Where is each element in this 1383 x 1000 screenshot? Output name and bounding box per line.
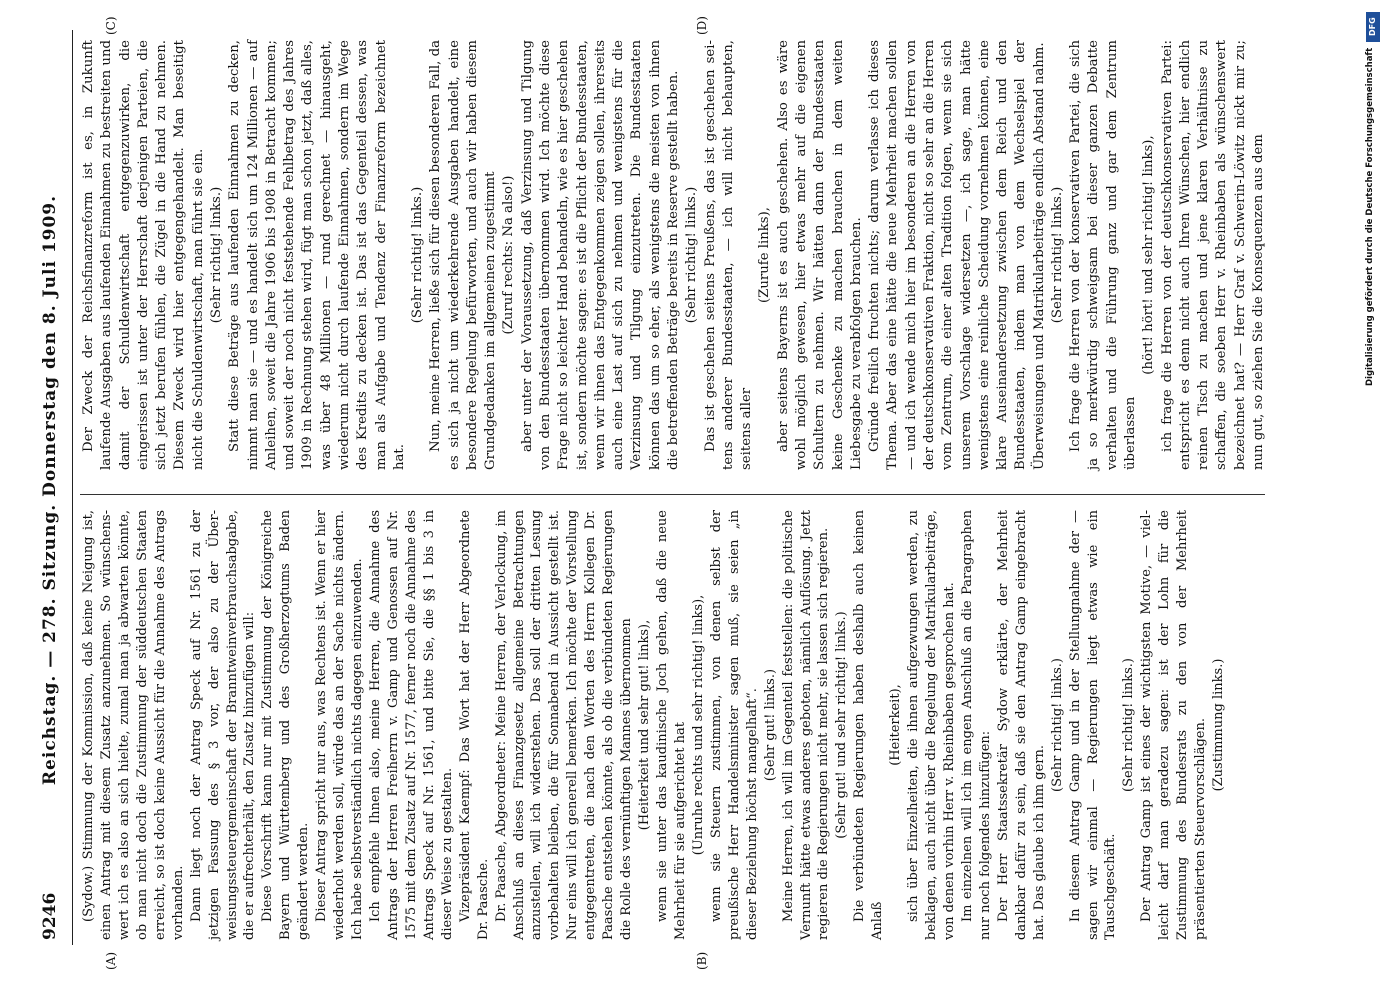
interjection: (Unruhe rechts und sehr richtig! links), bbox=[690, 594, 706, 856]
paragraph: aber seitens Bayerns ist es auch geschehen. Also es wäre wohl möglich gewesen, hier etwas mehr auf die eigenen Schultern zu nehmen. Wir hätten dann der Bundesstaaten keine Geschenke zu machen brauchen in dem weiten Liebesgabe zu verabfolgen brauchen. bbox=[775, 40, 864, 470]
interjection: (hört! hört! und sehr richtig! links), bbox=[1141, 135, 1157, 375]
paragraph: sich über Einzelheiten, die ihnen aufgezwungen werden, zu beklagen, auch nicht über die Regelung der Matrikularbeiträge, von denen vorhin Herr v. Rheinbaben gesprochen hat. bbox=[906, 510, 957, 940]
paragraph: Der Herr Staatssekretär Sydow erklärte, der Mehrheit dankbar dafür zu sein, daß sie den Antrag Gamp eingebracht hat. Das glaube ich ihm gern. bbox=[995, 510, 1047, 940]
paragraph: Diese Vorschrift kann nur mit Zustimmung der Königreiche Bayern und Württemberg und des Großherzogtums Baden geändert werden. bbox=[260, 510, 312, 940]
digitization-sidebar bbox=[1364, 6, 1382, 996]
paragraph: wenn sie Steuern zustimmen, von denen selbst der preußische Herr Handelsminister sagen muß, sie seien „in dieser Beziehung höchst mangelhaft“. bbox=[708, 510, 760, 940]
interjection: (Sehr gut! und sehr richtig! links.) bbox=[834, 611, 850, 839]
margin-mark-a: (A) bbox=[104, 951, 118, 970]
paragraph: wenn sie unter das kaudinische Joch gehen, daß die neue Mehrheit für sie aufgerichtet hat bbox=[655, 510, 688, 940]
paragraph: Meine Herren, ich will im Gegenteil feststellen: die politische Vernunft hätte etwas anderes geboten, nämlich Auflösung. Jetzt regieren die Regierungen nicht mehr, sie lassen sich regieren. bbox=[780, 510, 832, 940]
header-rule bbox=[72, 30, 73, 945]
left-text-column bbox=[80, 510, 1228, 940]
paragraph: Gründe freilich fruchten nichts; darum verlasse ich dieses Thema. Aber das eine hätte die neue Mehrheit machen sollen — und ich wende mich hier im besonderen an die Herren von der deutschkonservativen Fraktion, nicht so sehr an die Herren vom Zentrum, die einer alten Tradition folgen, wenn sie sich unserem Vorschlage widersetzen —, ich sage, man hätte wenigstens eine reinliche Scheidung vornehmen können, eine klare Auseinandersetzung zwischen dem Reich und den Bundesstaaten, indem man von dem Wechselspiel der Überweisungen und Matrikularbeiträge endlich Abstand nahm. bbox=[867, 40, 1047, 470]
paragraph: Im einzelnen will ich im engen Anschluß an die Paragraphen nur noch folgendes hinzufügen: bbox=[959, 510, 993, 940]
paragraph: Vizepräsident Kaempf: Das Wort hat der Herr Abgeordnete Dr. Paasche. bbox=[457, 510, 491, 940]
paragraph: Dann liegt noch der Antrag Speck auf Nr. 1561 zu der jetzigen Fassung des § 3 vor, der also zu der Überweisungssteuergemeinschaft der Branntweinverbrauchsabgabe, die er aufrechterhält, den Zusatz hinzufügen will: bbox=[188, 510, 258, 940]
paragraph: Der Antrag Gamp ist eines der wichtigsten Motive, — vielleicht darf man geradezu sagen: ist der Lohn für die Zustimmung des Bundesrats zu den von der Mehrheit präsentierten Steuervorschlägen. bbox=[1139, 510, 1209, 940]
paragraph: Statt diese Beträge aus laufenden Einnahmen zu decken, nimmt man sie — und es handelt sich um 124 Millionen — auf Anleihen, soweit die Jahre 1906 bis 1908 in Betracht kommen; und soweit der noch nicht feststehende Fehlbetrag des Jahres 1909 in Rechnung stehen wird, fügt man schon jetzt, daß alles, was über 48 Millionen — rund gerechnet — hinausgeht, wiederum nicht durch laufende Einnahmen, sondern im Wege des Kredits zu decken ist. Das ist das Gegenteil dessen, was man als Aufgabe und Tendenz der Finanzreform bezeichnet hat. bbox=[227, 40, 407, 470]
interjection: (Sehr richtig! links.) bbox=[1049, 658, 1065, 792]
paragraph: Dieser Antrag spricht nur aus, was Rechtens ist. Wenn er hier wiederholt werden soll, würde das an der Sache nichts ändern. Ich habe selbstverständlich nichts dagegen einzuwenden. bbox=[314, 510, 366, 940]
paragraph: Ich frage die Herren von der konservativen Partei, die sich ja so merkwürdig schweigsam bei dieser ganzen Debatte verhalten und die Führung ganz und gar dem Zentrum überlassen bbox=[1068, 40, 1139, 470]
interjection: (Zurufe links), bbox=[757, 207, 773, 303]
page-header bbox=[40, 40, 68, 940]
paragraph: Nun, meine Herren, ließe sich für diesen besonderen Fall, da es sich ja nicht um wiederkehrende Ausgaben handelt, eine besondere Regelung befürworten, und auch wir haben diesem Grundgedanken im allgemeinen zugestimmt bbox=[428, 40, 499, 470]
interjection: (Sehr richtig! links.) bbox=[1121, 658, 1137, 792]
interjection: (Sehr richtig! links.) bbox=[684, 186, 700, 324]
digitization-credit: Digitalisierung gefördert durch die Deutsche Forschungsgemeinschaft bbox=[1365, 48, 1375, 387]
paragraph: Ich empfehle Ihnen also, meine Herren, die Annahme des Antrags der Herren Freiherrn v. Gamp und Genossen auf Nr. 1575 mit dem Zusatz auf Nr. 1577, ferner noch die Annahme des Antrags Speck auf Nr. 1561, und bitte Sie, die §§ 1 bis 3 in dieser Weise zu gestalten. bbox=[368, 510, 455, 940]
paragraph: aber unter der Voraussetzung, daß Verzinsung und Tilgung von den Bundesstaaten übernommen wird. Ich möchte diese Frage nicht so leichter Hand behandeln, wie es hier geschehen ist, sondern möchte sagen: es ist die Pflicht der Bundesstaaten, wenn wir ihnen das Entgegenkommen zeigen sollen, ihrerseits auch eine Last auf sich zu nehmen und wenigstens für die Verzinsung und Tilgung einzutreten. Die Bundesstaaten können das um so eher, als wenigstens die meisten von ihnen die betreffenden Beträge bereits in Reserve gestellt haben. bbox=[519, 40, 681, 470]
margin-mark-c: (C) bbox=[104, 16, 118, 35]
interjection: (Heiterkeit), bbox=[888, 684, 904, 766]
dfg-logo: DFG bbox=[1366, 12, 1380, 42]
interjection: (Sehr gut! links.) bbox=[762, 668, 778, 782]
paragraph: In diesem Antrag Gamp und in der Stellungnahme der — sagen wir einmal — Regierungen liegt etwas wie ein Tauschgeschäft. bbox=[1067, 510, 1119, 940]
page-title: Reichstag. — 278. Sitzung. Donnerstag den 8. Juli 1909. bbox=[40, 194, 60, 786]
paragraph: (Sydow.) Stimmung der Kommission, daß keine Neigung ist, einen Antrag mit diesem Zusatz anzunehmen. So wünschenswert ich es also an sich hielte, zumal man ja abwarten könnte, ob man nicht doch die Zustimmung der süddeutschen Staaten erreicht, so ist doch keine Aussicht für die Annahme des Antrags vorhanden. bbox=[81, 510, 186, 940]
interjection: (Heiterkeit und sehr gut! links), bbox=[637, 619, 653, 831]
column-divider bbox=[80, 494, 1265, 495]
margin-mark-b: (B) bbox=[695, 951, 709, 970]
paragraph: Die verbündeten Regierungen haben deshalb auch keinen Anlaß bbox=[852, 510, 886, 940]
interjection: (Sehr richtig! links.) bbox=[410, 186, 426, 324]
interjection: (Sehr richtig! links.) bbox=[208, 186, 224, 324]
paragraph: Das ist geschehen seitens Preußens, das ist geschehen seitens anderer Bundesstaaten, — ich will nicht behaupten, seitens aller bbox=[702, 40, 755, 470]
margin-mark-d: (D) bbox=[695, 16, 709, 35]
paragraph: Dr. Paasche, Abgeordneter: Meine Herren, der Verlockung, im Anschluß an dieses Finanzgesetz allgemeine Betrachtungen anzustellen, will ich widerstehen. Das soll der dritten Lesung vorbehalten bleiben, die für Sonnabend in Aussicht gestellt ist. Nur eins will ich generell bemerken. Ich möchte der Vorstellung entgegentreten, die nach den Worten des Herrn Kollegen Dr. Paasche entstehen könnte, als ob die verbündeten Regierungen die Rolle des vernünftigen Mannes übernommen bbox=[493, 510, 635, 940]
paragraph: ich frage die Herren von der deutschkonservativen Partei: entspricht es denn nicht auch Ihren Wünschen, hier endlich reinen Tisch zu machen und jene klaren Verhältnisse zu schaffen, die soeben Herr v. Rheinbaben als wünschenswert bezeichnet hat? — Herr Graf v. Schwerin-Löwitz nickt mir zu; nun gut, so ziehen Sie die Konsequenzen aus dem bbox=[1159, 40, 1266, 470]
page-number: 9246 bbox=[40, 892, 60, 940]
interjection: (Sehr richtig! links.) bbox=[1049, 186, 1065, 324]
right-text-column bbox=[80, 40, 1268, 470]
interjection: (Zustimmung links.) bbox=[1211, 658, 1227, 792]
paragraph: Der Zweck der Reichsfinanzreform ist es, in Zukunft laufende Ausgaben aus laufenden Einnahmen zu bestreiten und damit der Schuldenwirtschaft entgegenzuwirken, die eingerissen ist unter der Herrschaft derjenigen Parteien, die sich jetzt berufen fühlen, die Zügel in die Hand zu nehmen. Diesem Zweck wird hier entgegengehandelt. Man beseitigt nicht die Schuldenwirtschaft, man führt sie ein. bbox=[81, 40, 206, 470]
interjection: (Zuruf rechts: Na also!) bbox=[501, 175, 517, 335]
